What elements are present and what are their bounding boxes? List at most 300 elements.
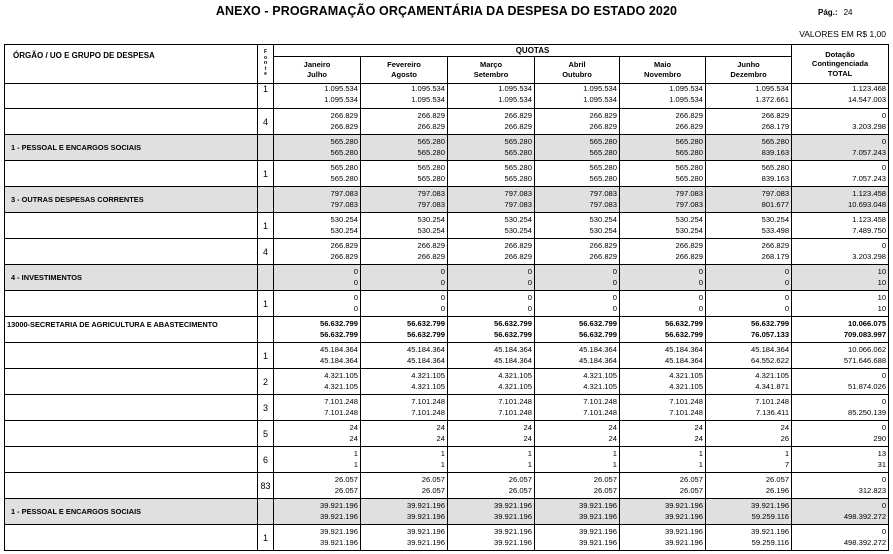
value-cell — [792, 499, 889, 525]
value-cell — [535, 317, 620, 343]
value-second-half: 24 — [349, 433, 358, 443]
value-first-half: 39.921.196 — [578, 527, 617, 536]
value-second-half: 56.632.799 — [493, 329, 532, 339]
value-cell — [706, 109, 792, 135]
value-first-half: 39.921.196 — [319, 501, 358, 510]
value-cell — [792, 421, 889, 447]
value-first-half: 1.095.534 — [669, 84, 703, 93]
value-first-half: 0 — [881, 475, 887, 484]
value-cell — [274, 109, 361, 135]
row-label — [5, 109, 258, 135]
row-label: 3 - OUTRAS DESPESAS CORRENTES — [5, 187, 258, 213]
value-first-half: 4.321.105 — [583, 371, 617, 380]
col-month-1: Janeiro Julho — [274, 57, 361, 84]
value-first-half: 0 — [881, 371, 887, 380]
row-label — [5, 525, 258, 551]
value-first-half: 39.921.196 — [319, 527, 358, 536]
value-cell — [792, 161, 889, 187]
table-row — [5, 473, 889, 499]
value-second-half: 533.498 — [761, 225, 790, 235]
value-second-half: 39.921.196 — [493, 511, 532, 521]
value-cell — [448, 135, 535, 161]
value-first-half: 56.632.799 — [493, 319, 532, 328]
table-row — [5, 343, 889, 369]
value-first-half: 4.321.105 — [498, 371, 532, 380]
value-second-half: 530.254 — [504, 225, 532, 235]
value-first-half: 10 — [877, 267, 887, 276]
value-cell — [706, 447, 792, 473]
value-cell — [274, 135, 361, 161]
value-cell — [620, 317, 706, 343]
value-first-half: 530.254 — [675, 215, 703, 224]
value-second-half: 312.823 — [858, 485, 887, 495]
value-first-half: 10 — [877, 293, 887, 302]
value-cell — [706, 421, 792, 447]
value-first-half: 266.829 — [675, 111, 703, 120]
value-cell — [706, 343, 792, 369]
row-label — [5, 473, 258, 499]
value-second-half: 565.280 — [504, 173, 532, 183]
value-first-half: 0 — [881, 163, 887, 172]
value-first-half: 565.280 — [589, 137, 617, 146]
value-cell — [535, 395, 620, 421]
value-second-half: 4.321.105 — [669, 381, 703, 391]
value-cell — [620, 84, 706, 109]
value-second-half: 266.829 — [330, 121, 358, 131]
value-second-half: 24 — [694, 433, 703, 443]
value-second-half: 39.921.196 — [319, 511, 358, 521]
value-second-half: 56.632.799 — [578, 329, 617, 339]
value-second-half: 1.095.534 — [411, 94, 445, 104]
value-second-half: 530.254 — [330, 225, 358, 235]
value-cell — [274, 213, 361, 239]
row-label — [5, 343, 258, 369]
value-cell — [535, 161, 620, 187]
value-cell — [706, 239, 792, 265]
value-first-half: 45.184.364 — [578, 345, 617, 354]
table-body — [5, 84, 889, 551]
value-second-half: 64.552.622 — [751, 355, 790, 365]
value-first-half: 565.280 — [761, 137, 790, 146]
value-cell — [706, 499, 792, 525]
value-first-half: 0 — [881, 527, 887, 536]
value-first-half: 565.280 — [675, 137, 703, 146]
value-first-half: 4.321.105 — [411, 371, 445, 380]
value-first-half: 24 — [694, 423, 703, 432]
value-second-half: 39.921.196 — [578, 511, 617, 521]
value-second-half: 45.184.364 — [406, 355, 445, 365]
value-cell — [274, 447, 361, 473]
value-first-half: 565.280 — [761, 163, 790, 172]
value-first-half: 266.829 — [504, 241, 532, 250]
value-cell — [535, 473, 620, 499]
value-second-half: 801.677 — [761, 199, 790, 209]
value-second-half: 1 — [698, 459, 703, 469]
value-cell — [792, 447, 889, 473]
row-fonte: 83 — [258, 473, 274, 499]
value-cell — [274, 84, 361, 109]
value-first-half: 266.829 — [761, 111, 790, 120]
value-second-half: 530.254 — [589, 225, 617, 235]
value-second-half: 3.203.298 — [852, 251, 887, 261]
value-cell — [448, 317, 535, 343]
value-second-half: 0 — [440, 277, 445, 287]
value-cell — [448, 447, 535, 473]
value-second-half: 0 — [527, 277, 532, 287]
value-cell — [361, 109, 448, 135]
value-second-half: 1 — [612, 459, 617, 469]
value-cell — [535, 265, 620, 291]
value-first-half: 797.083 — [417, 189, 445, 198]
value-second-half: 39.921.196 — [664, 537, 703, 547]
value-cell — [448, 265, 535, 291]
value-cell — [620, 447, 706, 473]
table-row — [5, 291, 889, 317]
value-first-half: 530.254 — [761, 215, 790, 224]
table-row — [5, 421, 889, 447]
col-month-3: Março Setembro — [448, 57, 535, 84]
value-second-half: 565.280 — [417, 173, 445, 183]
value-second-half: 565.280 — [675, 173, 703, 183]
value-first-half: 1.095.534 — [498, 84, 532, 93]
table-row — [5, 109, 889, 135]
value-second-half: 24 — [608, 433, 617, 443]
value-cell — [706, 317, 792, 343]
value-cell — [274, 525, 361, 551]
value-second-half: 4.321.105 — [324, 381, 358, 391]
value-first-half: 565.280 — [504, 137, 532, 146]
value-second-half: 39.921.196 — [578, 537, 617, 547]
row-label: 1 - PESSOAL E ENCARGOS SOCIAIS — [5, 499, 258, 525]
row-fonte: 1 — [258, 213, 274, 239]
table-row — [5, 265, 889, 291]
value-cell — [535, 135, 620, 161]
value-cell — [706, 473, 792, 499]
value-second-half: 39.921.196 — [319, 537, 358, 547]
value-second-half: 24 — [436, 433, 445, 443]
row-fonte: 4 — [258, 109, 274, 135]
value-first-half: 39.921.196 — [406, 501, 445, 510]
col-month-2: Fevereiro Agosto — [361, 57, 448, 84]
row-fonte: 1 — [258, 291, 274, 317]
value-cell — [361, 135, 448, 161]
value-cell — [361, 343, 448, 369]
value-cell — [361, 369, 448, 395]
value-second-half: 85.250.139 — [848, 407, 887, 417]
value-second-half: 56.632.799 — [406, 329, 445, 339]
value-cell — [274, 343, 361, 369]
value-second-half: 26.057 — [593, 485, 617, 495]
value-cell — [274, 421, 361, 447]
row-label: 1 - PESSOAL E ENCARGOS SOCIAIS — [5, 135, 258, 161]
value-second-half: 797.083 — [675, 199, 703, 209]
value-cell — [274, 395, 361, 421]
value-cell — [448, 161, 535, 187]
value-second-half: 565.280 — [504, 147, 532, 157]
value-first-half: 797.083 — [504, 189, 532, 198]
value-first-half: 0 — [440, 293, 445, 302]
value-cell — [361, 421, 448, 447]
value-second-half: 797.083 — [417, 199, 445, 209]
value-second-half: 26.057 — [508, 485, 532, 495]
value-second-half: 7.057.243 — [852, 173, 887, 183]
value-first-half: 26.057 — [334, 475, 358, 484]
value-first-half: 565.280 — [330, 137, 358, 146]
value-first-half: 45.184.364 — [751, 345, 790, 354]
value-second-half: 26.057 — [334, 485, 358, 495]
value-cell — [706, 135, 792, 161]
value-cell — [361, 317, 448, 343]
value-first-half: 56.632.799 — [406, 319, 445, 328]
table-row — [5, 84, 889, 109]
value-cell — [448, 187, 535, 213]
value-first-half: 0 — [527, 267, 532, 276]
value-cell — [361, 187, 448, 213]
value-second-half: 0 — [353, 277, 358, 287]
table-row — [5, 161, 889, 187]
value-second-half: 1.095.534 — [324, 94, 358, 104]
value-cell — [535, 343, 620, 369]
value-first-half: 530.254 — [417, 215, 445, 224]
row-fonte — [258, 317, 274, 343]
value-second-half: 45.184.364 — [319, 355, 358, 365]
value-second-half: 0 — [353, 303, 358, 313]
value-second-half: 10 — [877, 277, 887, 287]
value-first-half: 565.280 — [504, 163, 532, 172]
value-cell — [620, 161, 706, 187]
table-row — [5, 369, 889, 395]
page-number — [818, 8, 852, 17]
table-row — [5, 187, 889, 213]
value-second-half: 0 — [784, 277, 790, 287]
value-cell — [361, 161, 448, 187]
value-first-half: 1.123.468 — [852, 84, 887, 93]
value-first-half: 24 — [436, 423, 445, 432]
value-first-half: 0 — [881, 111, 887, 120]
value-cell — [361, 84, 448, 109]
value-first-half: 266.829 — [417, 241, 445, 250]
value-cell — [792, 473, 889, 499]
value-first-half: 24 — [523, 423, 532, 432]
table-row — [5, 135, 889, 161]
value-first-half: 1 — [698, 449, 703, 458]
value-first-half: 565.280 — [417, 137, 445, 146]
value-first-half: 39.921.196 — [664, 527, 703, 536]
row-fonte: 2 — [258, 369, 274, 395]
value-cell — [620, 109, 706, 135]
value-second-half: 565.280 — [417, 147, 445, 157]
value-second-half: 4.321.105 — [498, 381, 532, 391]
value-second-half: 266.829 — [675, 121, 703, 131]
value-cell — [620, 395, 706, 421]
value-second-half: 0 — [612, 303, 617, 313]
value-second-half: 0 — [698, 303, 703, 313]
value-second-half: 14.547.003 — [848, 94, 887, 104]
value-first-half: 56.632.799 — [664, 319, 703, 328]
value-second-half: 1.095.534 — [669, 94, 703, 104]
value-cell — [361, 265, 448, 291]
value-cell — [620, 473, 706, 499]
row-label — [5, 447, 258, 473]
value-cell — [706, 395, 792, 421]
value-first-half: 1.095.534 — [583, 84, 617, 93]
row-fonte: 1 — [258, 161, 274, 187]
value-second-half: 10.693.048 — [848, 199, 887, 209]
value-first-half: 530.254 — [330, 215, 358, 224]
value-first-half: 45.184.364 — [493, 345, 532, 354]
value-first-half: 530.254 — [504, 215, 532, 224]
value-first-half: 266.829 — [330, 241, 358, 250]
value-second-half: 39.921.196 — [664, 511, 703, 521]
value-first-half: 24 — [349, 423, 358, 432]
value-first-half: 45.184.364 — [406, 345, 445, 354]
table-row — [5, 239, 889, 265]
value-first-half: 13 — [877, 449, 887, 458]
value-first-half: 1.095.534 — [324, 84, 358, 93]
value-cell — [792, 525, 889, 551]
value-second-half: 39.921.196 — [406, 511, 445, 521]
row-label — [5, 369, 258, 395]
value-second-half: 266.829 — [675, 251, 703, 261]
value-second-half: 7.101.248 — [498, 407, 532, 417]
value-second-half: 59.259.116 — [751, 537, 790, 547]
value-second-half: 797.083 — [589, 199, 617, 209]
value-cell — [535, 239, 620, 265]
value-second-half: 530.254 — [675, 225, 703, 235]
value-second-half: 56.632.799 — [664, 329, 703, 339]
value-cell — [792, 84, 889, 109]
value-first-half: 7.101.248 — [411, 397, 445, 406]
value-first-half: 1 — [440, 449, 445, 458]
value-cell — [706, 291, 792, 317]
col-quotas: QUOTAS — [274, 45, 792, 57]
value-second-half: 268.179 — [761, 121, 790, 131]
value-first-half: 56.632.799 — [319, 319, 358, 328]
value-first-half: 1.123.458 — [852, 215, 887, 224]
value-second-half: 7.101.248 — [324, 407, 358, 417]
row-label — [5, 213, 258, 239]
value-cell — [448, 473, 535, 499]
value-cell — [535, 447, 620, 473]
row-fonte: 5 — [258, 421, 274, 447]
value-cell — [448, 84, 535, 109]
value-second-half: 268.179 — [761, 251, 790, 261]
value-first-half: 0 — [440, 267, 445, 276]
value-second-half: 797.083 — [330, 199, 358, 209]
value-cell — [620, 369, 706, 395]
value-first-half: 45.184.364 — [664, 345, 703, 354]
value-first-half: 45.184.364 — [319, 345, 358, 354]
value-second-half: 26.196 — [765, 485, 790, 495]
value-first-half: 1.095.534 — [411, 84, 445, 93]
row-label: 4 - INVESTIMENTOS — [5, 265, 258, 291]
value-cell — [361, 499, 448, 525]
row-fonte: 1 — [258, 84, 274, 109]
value-cell — [448, 395, 535, 421]
value-second-half: 565.280 — [589, 147, 617, 157]
row-fonte: 1 — [258, 525, 274, 551]
row-fonte — [258, 135, 274, 161]
value-first-half: 0 — [784, 267, 790, 276]
value-first-half: 39.921.196 — [751, 527, 790, 536]
row-fonte — [258, 187, 274, 213]
value-first-half: 266.829 — [504, 111, 532, 120]
value-first-half: 7.101.248 — [324, 397, 358, 406]
value-cell — [620, 499, 706, 525]
value-cell — [448, 109, 535, 135]
value-cell — [448, 291, 535, 317]
value-first-half: 7.101.248 — [583, 397, 617, 406]
value-second-half: 1 — [353, 459, 358, 469]
value-cell — [620, 421, 706, 447]
value-cell — [361, 447, 448, 473]
value-cell — [535, 187, 620, 213]
value-second-half: 76.057.133 — [751, 329, 790, 339]
value-second-half: 266.829 — [589, 121, 617, 131]
value-cell — [706, 525, 792, 551]
value-cell — [620, 525, 706, 551]
value-first-half: 26.057 — [593, 475, 617, 484]
value-first-half: 7.101.248 — [755, 397, 790, 406]
value-second-half: 39.921.196 — [493, 537, 532, 547]
value-second-half: 7 — [784, 459, 790, 469]
value-second-half: 565.280 — [330, 173, 358, 183]
value-second-half: 0 — [698, 277, 703, 287]
value-first-half: 266.829 — [761, 241, 790, 250]
value-cell — [792, 187, 889, 213]
value-cell — [706, 84, 792, 109]
value-second-half: 266.829 — [589, 251, 617, 261]
value-second-half: 565.280 — [589, 173, 617, 183]
row-label — [5, 161, 258, 187]
value-first-half: 1.123.458 — [852, 189, 887, 198]
value-first-half: 565.280 — [330, 163, 358, 172]
value-second-half: 290 — [873, 433, 887, 443]
value-first-half: 797.083 — [330, 189, 358, 198]
value-first-half: 7.101.248 — [669, 397, 703, 406]
value-first-half: 0 — [881, 137, 887, 146]
value-second-half: 1.372.661 — [755, 94, 790, 104]
value-first-half: 0 — [612, 267, 617, 276]
value-cell — [535, 421, 620, 447]
value-second-half: 266.829 — [504, 121, 532, 131]
value-cell — [361, 291, 448, 317]
value-first-half: 39.921.196 — [493, 527, 532, 536]
value-first-half: 26.057 — [765, 475, 790, 484]
value-cell — [274, 499, 361, 525]
value-first-half: 0 — [881, 241, 887, 250]
value-second-half: 3.203.298 — [852, 121, 887, 131]
value-first-half: 0 — [612, 293, 617, 302]
value-first-half: 39.921.196 — [751, 501, 790, 510]
value-first-half: 26.057 — [679, 475, 703, 484]
value-second-half: 24 — [523, 433, 532, 443]
value-cell — [274, 239, 361, 265]
value-first-half: 0 — [881, 501, 887, 510]
value-cell — [535, 213, 620, 239]
value-second-half: 0 — [440, 303, 445, 313]
value-cell — [361, 213, 448, 239]
value-first-half: 0 — [784, 293, 790, 302]
value-cell — [792, 135, 889, 161]
row-fonte — [258, 265, 274, 291]
page-value: 24 — [843, 8, 853, 17]
budget-table — [4, 44, 889, 551]
table-row — [5, 499, 889, 525]
value-cell — [535, 291, 620, 317]
value-first-half: 4.321.105 — [669, 371, 703, 380]
value-cell — [361, 473, 448, 499]
